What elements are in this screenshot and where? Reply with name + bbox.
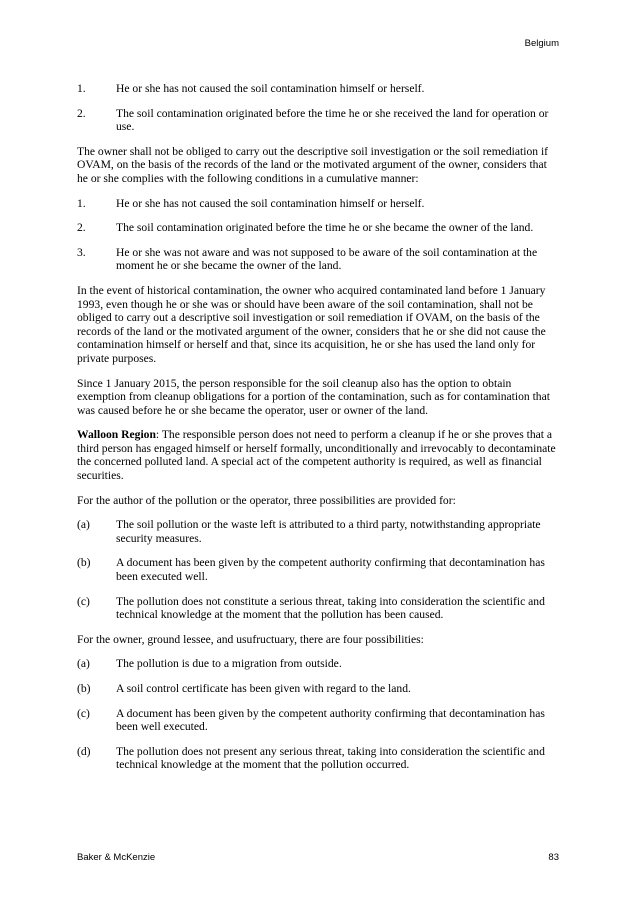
body-text	[77, 82, 559, 783]
list-number: (b)	[77, 556, 91, 570]
list-item	[77, 745, 559, 772]
list-item	[77, 595, 559, 622]
list-text: He or she has not caused the soil contamination himself or herself.	[116, 82, 425, 95]
paragraph: The owner shall not be obliged to carry out the descriptive soil investigation or the soil remediation if OVAM, on the basis of the records of the land or the motivated argument of the owner, considers that he or she complies with the following conditions in a cumulative manner:	[77, 144, 549, 185]
list-text: The pollution does not present any serious threat, taking into consideration the scientific and technical knowledge at the moment that the pollution occurred.	[116, 744, 545, 772]
list-item	[77, 518, 559, 545]
list-text: He or she was not aware and was not supposed to be aware of the soil contamination at the moment he or she became the owner of the land.	[116, 245, 538, 273]
list-number: (b)	[77, 682, 91, 695]
list-text: The soil contamination originated before the time he or she received the land for operation or use.	[116, 106, 549, 134]
list-number: (a)	[77, 657, 90, 671]
list-text: A soil control certificate has been given with regard to the land.	[116, 682, 411, 695]
footer-firm-name: Baker & McKenzie	[77, 852, 156, 863]
list-text: A document has been given by the competent authority confirming that decontamination has been well executed.	[116, 706, 545, 734]
paragraph: For the author of the pollution or the operator, three possibilities are provided for:	[77, 493, 456, 507]
list-item	[77, 82, 559, 96]
paragraph: Since 1 January 2015, the person responsible for the soil cleanup also has the option to obtain exemption from cleanup obligations for a portion of the contamination, such as for contamination that was caused before he or she became the operator, user or owner of the land.	[77, 376, 550, 417]
page-number: 83	[548, 852, 559, 863]
list-number: 1.	[77, 82, 86, 95]
list-text: A document has been given by the competent authority confirming that decontamination has been executed well.	[116, 556, 545, 584]
list-item	[77, 556, 559, 583]
list-text: The soil contamination originated before the time he or she became the owner of the land.	[116, 221, 534, 235]
region-heading: Walloon Region	[77, 428, 156, 442]
paragraph-text: : The responsible person does not need to perform a cleanup if he or she proves that a third person has engaged himself or herself formally, unconditionally and irrevocably to decontaminate the concerned polluted land. A special act of the competent authority is required, as well as financial securities.	[77, 428, 556, 483]
list-number: (a)	[77, 518, 90, 532]
list-number: 3.	[77, 245, 86, 259]
page-header-country: Belgium	[524, 38, 559, 49]
list-text: The pollution is due to a migration from outside.	[116, 657, 342, 671]
list-text: He or she has not caused the soil contamination himself or herself.	[116, 196, 425, 210]
list-item	[77, 682, 559, 696]
list-item	[77, 707, 559, 734]
paragraph-walloon-region	[77, 428, 559, 482]
paragraph: For the owner, ground lessee, and usufructuary, there are four possibilities:	[77, 632, 424, 646]
list-number: 1.	[77, 196, 86, 210]
list-item	[77, 246, 559, 273]
list-item	[77, 107, 559, 134]
list-number: 2.	[77, 221, 86, 235]
list-number: (d)	[77, 744, 91, 758]
list-text: The pollution does not constitute a serious threat, taking into consideration the scientific and technical knowledge at the moment that the pollution has been caused.	[116, 594, 545, 622]
paragraph: In the event of historical contamination, the owner who acquired contaminated land before 1 January 1993, even though he or she was or should have been aware of the soil contamination, shall not be obliged to carry out a descriptive soil investigation or soil remediation if OVAM, on the basis of the records of the land or the motivated argument of the owner, considers that he or she did not cause the contamination himself or herself and that, since its acquisition, he or she has used the land only for private purposes.	[77, 283, 546, 365]
list-item	[77, 657, 559, 671]
list-number: 2.	[77, 106, 86, 120]
list-number: (c)	[77, 594, 90, 608]
list-item	[77, 197, 559, 211]
list-text: The soil pollution or the waste left is attributed to a third party, notwithstanding appropriate security measures.	[116, 518, 541, 545]
list-item	[77, 221, 559, 235]
list-number: (c)	[77, 706, 90, 720]
